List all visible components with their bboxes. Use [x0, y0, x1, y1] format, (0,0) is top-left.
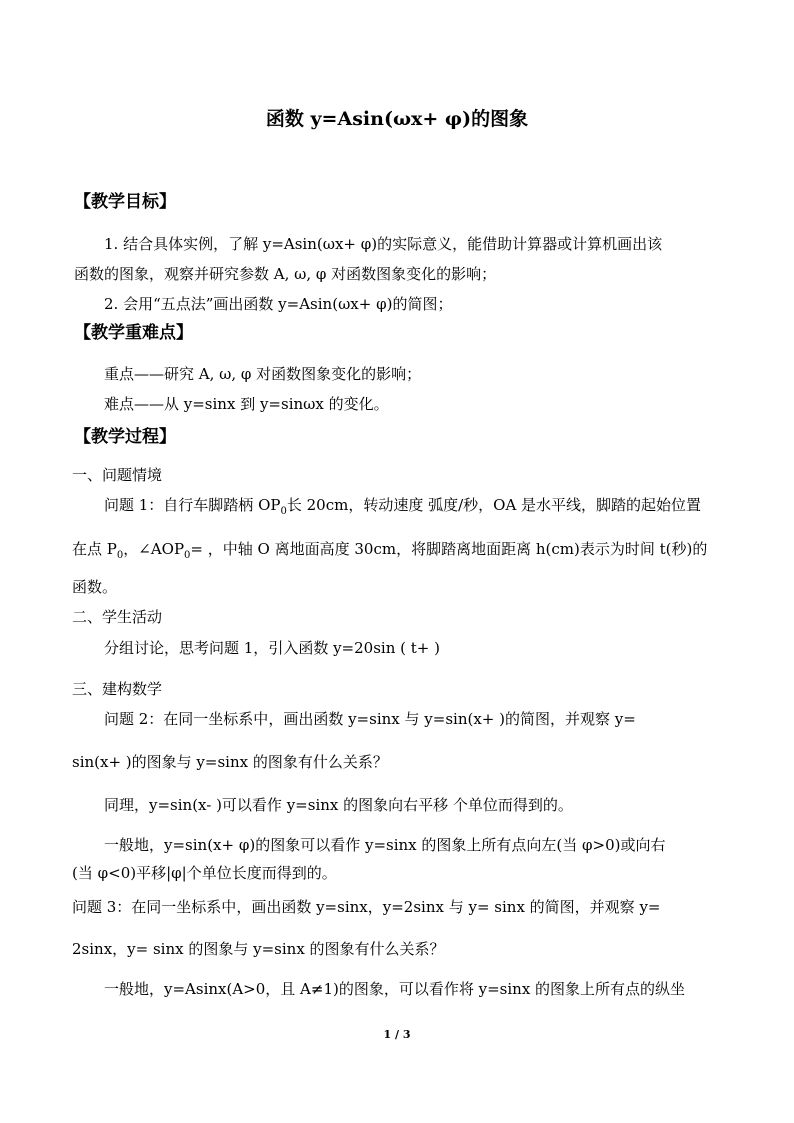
- problem1-line2-subscript-2: 0: [184, 550, 191, 561]
- general1-line-2: (当 φ<0)平移|φ|个单位长度而得到的。: [72, 864, 337, 882]
- problem2-line-1: 问题 2：在同一坐标系中，画出函数 y=sinx 与 y=sin(x+ )的简图，并观察 y=: [104, 710, 636, 728]
- general2-line-1: 一般地，y=Asinx(A>0，且 A≠1)的图象，可以看作将 y=sinx 的图象上所有点的纵坐: [104, 980, 686, 998]
- objective-line-2: 函数的图象，观察并研究参数 A, ω, φ 对函数图象变化的影响；: [74, 265, 497, 283]
- similarly-line: 同理，y=sin(x- )可以看作 y=sinx 的图象向右平移 个单位而得到的。: [104, 796, 573, 814]
- page-number: 1 / 3: [383, 1028, 411, 1041]
- part3-title: 三、建构数学: [72, 680, 163, 698]
- problem1-line-3: 函数。: [72, 578, 118, 596]
- section-heading-key-points: 【教学重难点】: [74, 323, 193, 343]
- problem1-text-b: 长 20cm，转动速度 弧度/秒，OA 是水平线，脚踏的起始位置: [286, 496, 702, 514]
- problem1-line2-text-a: 在点 P: [72, 540, 117, 558]
- problem1-subscript: 0: [280, 506, 287, 517]
- problem3-line-1: 问题 3：在同一坐标系中，画出函数 y=sinx，y=2sinx 与 y= sinx 的简图，并观察 y=: [72, 898, 661, 916]
- problem2-line-2: sin(x+ )的图象与 y=sinx 的图象有什么关系？: [72, 753, 388, 771]
- objective-line-3: 2. 会用“五点法”画出函数 y=Asin(ωx+ φ)的简图；: [104, 295, 453, 313]
- problem3-line-2: 2sinx，y= sinx 的图象与 y=sinx 的图象有什么关系？: [72, 940, 445, 958]
- problem1-text-a: 问题 1：自行车脚踏柄 OP: [104, 496, 281, 514]
- key-point-line-2: 难点——从 y=sinx 到 y=sinωx 的变化。: [104, 395, 389, 413]
- problem1-line2-subscript-1: 0: [116, 550, 124, 561]
- general1-line-1: 一般地，y=sin(x+ φ)的图象可以看作 y=sinx 的图象上所有点向左(当 φ>0)或向右: [104, 836, 666, 854]
- activity-line: 分组讨论，思考问题 1，引入函数 y=20sin ( t+ ): [104, 639, 440, 657]
- part2-title: 二、学生活动: [72, 608, 163, 626]
- problem1-line2-text-c: = ，中轴 O 离地面高度 30cm，将脚踏离地面距离 h(cm)表示为时间 t(秒)的: [190, 540, 708, 558]
- section-heading-objectives: 【教学目标】: [74, 192, 176, 212]
- problem1-line-1: [104, 495, 701, 518]
- objective-line-1: 1. 结合具体实例，了解 y=Asin(ωx+ φ)的实际意义，能借助计算器或计算机画出该: [104, 235, 663, 253]
- section-heading-process: 【教学过程】: [74, 427, 176, 447]
- part1-title: 一、问题情境: [72, 466, 163, 484]
- key-point-line-1: 重点——研究 A, ω, φ 对函数图象变化的影响；: [104, 365, 422, 383]
- problem1-line-2: [72, 539, 707, 562]
- document-title: 函数 y=Asin(ωx+ φ)的图象: [265, 108, 529, 130]
- problem1-line2-text-b: ，∠AOP: [123, 540, 185, 558]
